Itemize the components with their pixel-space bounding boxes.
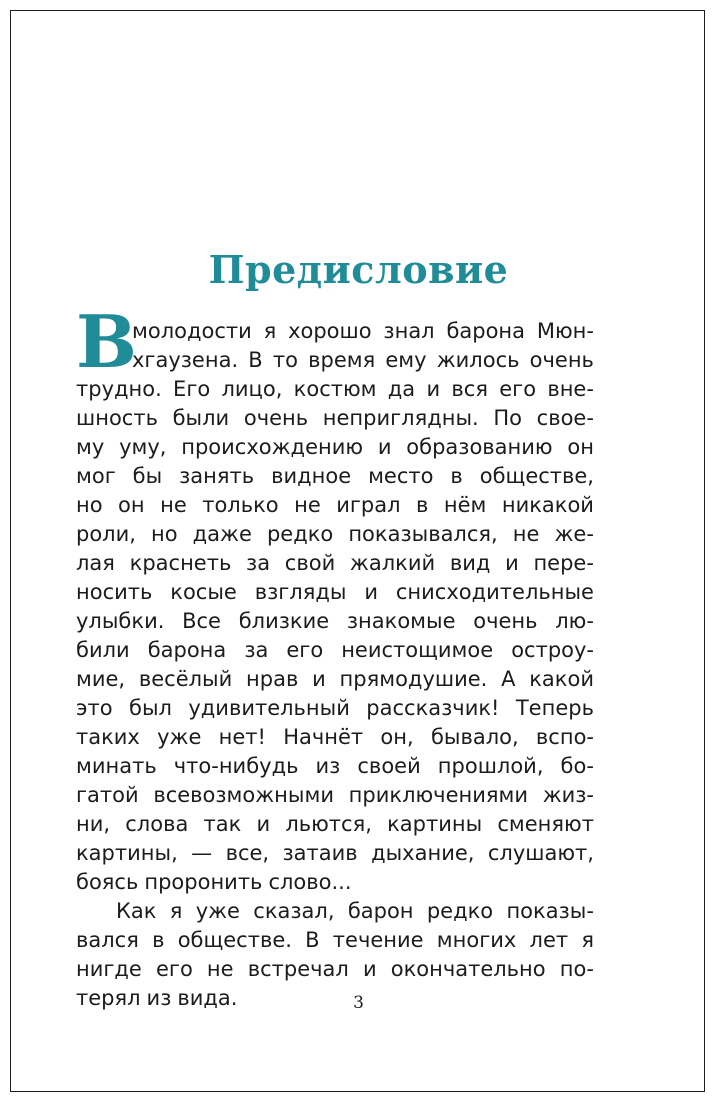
text-line: но он не только не играл в нём никакой bbox=[76, 493, 594, 517]
text-line: трудно. Его лицо, костюм да и вся его вне- bbox=[76, 377, 594, 401]
text-line: хгаузена. В то время ему жилось очень bbox=[132, 348, 594, 372]
text-line: носить косые взгляды и снисходительные bbox=[76, 580, 594, 604]
page-number: 3 bbox=[353, 993, 364, 1013]
text-line: терял из вида. bbox=[76, 986, 238, 1010]
text-line: гатой всевозможными приключениями жиз- bbox=[76, 783, 594, 807]
text-line: молодости я хорошо знал барона Мюн- bbox=[132, 319, 594, 343]
text-block bbox=[76, 317, 594, 1013]
text-line: мог бы занять видное место в обществе, bbox=[76, 464, 594, 488]
text-line: нигде его не встречал и окончательно по- bbox=[76, 957, 594, 981]
text-line: Как я уже сказал, барон редко показы- bbox=[116, 899, 594, 923]
text-line: таких уже нет! Начнёт он, бывало, вспо- bbox=[76, 725, 594, 749]
text-line: лая краснеть за свой жалкий вид и пере- bbox=[76, 551, 594, 575]
text-line: картины, — все, затаив дыхание, слушают, bbox=[76, 841, 594, 865]
text-line: ни, слова так и льются, картины сменяют bbox=[76, 812, 594, 836]
text-line: боясь проронить слово... bbox=[76, 870, 352, 894]
chapter-title: Предисловие bbox=[208, 247, 509, 292]
text-line: это был удивительный рассказчик! Теперь bbox=[76, 696, 594, 720]
text-line: били барона за его неистощимое остроу- bbox=[76, 638, 594, 662]
paragraph-1 bbox=[76, 317, 594, 897]
text-line: мие, весёлый нрав и прямодушие. А какой bbox=[76, 667, 594, 691]
drop-cap: В bbox=[76, 299, 137, 384]
text-line: роли, но даже редко показывался, не же- bbox=[76, 522, 594, 546]
text-line: минать что-нибудь из своей прошлой, бо- bbox=[76, 754, 594, 778]
text-line: шность были очень неприглядны. По свое- bbox=[76, 406, 594, 430]
text-line: му уму, происхождению и образованию он bbox=[76, 435, 594, 459]
text-line: вался в обществе. В течение многих лет я bbox=[76, 928, 594, 952]
text-line: улыбки. Все близкие знакомые очень лю- bbox=[76, 609, 594, 633]
